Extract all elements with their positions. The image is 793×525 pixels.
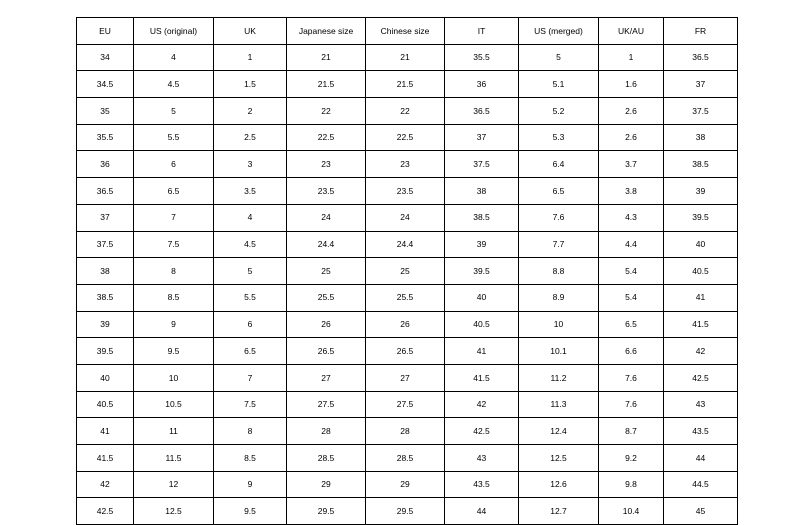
table-cell: 39 [664, 178, 738, 205]
table-cell: 40.5 [77, 391, 134, 418]
table-row [77, 151, 738, 178]
table-cell: 6 [214, 311, 287, 338]
table-cell: 42 [77, 471, 134, 498]
table-cell: 38 [445, 178, 519, 205]
table-cell: 38 [664, 124, 738, 151]
table-cell: 42 [664, 338, 738, 365]
table-cell: 26.5 [287, 338, 366, 365]
table-cell: 37.5 [445, 151, 519, 178]
table-cell: 12.6 [519, 471, 599, 498]
table-cell: 7.5 [134, 231, 214, 258]
table-row [77, 98, 738, 125]
table-cell: 5.5 [214, 284, 287, 311]
table-cell: 29 [287, 471, 366, 498]
table-cell: 25.5 [287, 284, 366, 311]
table-cell: 8.5 [134, 284, 214, 311]
table-cell: 36.5 [445, 98, 519, 125]
table-cell: 35 [77, 98, 134, 125]
table-cell: 1 [599, 44, 664, 71]
table-cell: 39.5 [77, 338, 134, 365]
table-cell: 41 [664, 284, 738, 311]
table-cell: 26.5 [366, 338, 445, 365]
table-cell: 1.6 [599, 71, 664, 98]
table-body [77, 44, 738, 524]
table-cell: 24.4 [287, 231, 366, 258]
table-cell: 21.5 [287, 71, 366, 98]
table-cell: 38.5 [445, 204, 519, 231]
table-cell: 41 [77, 418, 134, 445]
table-cell: 5.4 [599, 258, 664, 285]
table-cell: 37.5 [77, 231, 134, 258]
table-cell: 3.8 [599, 178, 664, 205]
table-cell: 4.4 [599, 231, 664, 258]
table-cell: 43 [664, 391, 738, 418]
table-cell: 7 [134, 204, 214, 231]
table-cell: 12.5 [134, 498, 214, 525]
table-cell: 22.5 [366, 124, 445, 151]
table-cell: 23 [287, 151, 366, 178]
size-conversion-table [76, 17, 738, 525]
table-cell: 10 [134, 364, 214, 391]
table-cell: 27 [366, 364, 445, 391]
column-header: FR [664, 18, 738, 45]
table-cell: 23.5 [366, 178, 445, 205]
table-cell: 24 [287, 204, 366, 231]
table-cell: 5 [134, 98, 214, 125]
table-cell: 9.5 [134, 338, 214, 365]
table-cell: 12.7 [519, 498, 599, 525]
table-row [77, 418, 738, 445]
table-cell: 3.5 [214, 178, 287, 205]
table-cell: 42 [445, 391, 519, 418]
table-row [77, 44, 738, 71]
column-header: UK [214, 18, 287, 45]
table-cell: 28.5 [287, 445, 366, 472]
table-header [77, 18, 738, 45]
table-cell: 7.6 [599, 364, 664, 391]
table-header-row [77, 18, 738, 45]
table-cell: 43.5 [445, 471, 519, 498]
table-cell: 8.8 [519, 258, 599, 285]
table-cell: 41 [445, 338, 519, 365]
table-row [77, 311, 738, 338]
table-cell: 21.5 [366, 71, 445, 98]
table-cell: 40.5 [664, 258, 738, 285]
table-cell: 29.5 [366, 498, 445, 525]
table-cell: 2.5 [214, 124, 287, 151]
table-cell: 7.7 [519, 231, 599, 258]
table-row [77, 178, 738, 205]
table-cell: 6.5 [214, 338, 287, 365]
table-cell: 34.5 [77, 71, 134, 98]
table-cell: 37 [445, 124, 519, 151]
column-header: Japanese size [287, 18, 366, 45]
table-cell: 25 [366, 258, 445, 285]
table-cell: 21 [287, 44, 366, 71]
table-cell: 35.5 [445, 44, 519, 71]
table-cell: 40 [77, 364, 134, 391]
table-cell: 36 [77, 151, 134, 178]
table-cell: 39.5 [664, 204, 738, 231]
table-cell: 4.3 [599, 204, 664, 231]
table-cell: 8 [214, 418, 287, 445]
table-cell: 9.2 [599, 445, 664, 472]
table-cell: 9.8 [599, 471, 664, 498]
table-cell: 5.3 [519, 124, 599, 151]
table-cell: 22 [287, 98, 366, 125]
table-cell: 41.5 [77, 445, 134, 472]
table-row [77, 258, 738, 285]
table-cell: 22.5 [287, 124, 366, 151]
table-cell: 38.5 [77, 284, 134, 311]
table-cell: 36 [445, 71, 519, 98]
table-cell: 6.4 [519, 151, 599, 178]
table-cell: 5.1 [519, 71, 599, 98]
table-cell: 40 [445, 284, 519, 311]
table-cell: 5 [214, 258, 287, 285]
column-header: US (merged) [519, 18, 599, 45]
table-cell: 28.5 [366, 445, 445, 472]
table-cell: 39 [77, 311, 134, 338]
table-cell: 3 [214, 151, 287, 178]
table-cell: 6.5 [134, 178, 214, 205]
table-cell: 21 [366, 44, 445, 71]
table-cell: 40.5 [445, 311, 519, 338]
table-cell: 35.5 [77, 124, 134, 151]
table-cell: 34 [77, 44, 134, 71]
table-cell: 44 [664, 445, 738, 472]
table-cell: 39.5 [445, 258, 519, 285]
table-cell: 45 [664, 498, 738, 525]
table-cell: 7.6 [599, 391, 664, 418]
table-cell: 37 [77, 204, 134, 231]
table-cell: 27.5 [287, 391, 366, 418]
table-cell: 24 [366, 204, 445, 231]
table-row [77, 231, 738, 258]
table-row [77, 471, 738, 498]
table-row [77, 391, 738, 418]
table-cell: 36.5 [664, 44, 738, 71]
table-cell: 25.5 [366, 284, 445, 311]
table-cell: 40 [664, 231, 738, 258]
table-cell: 27.5 [366, 391, 445, 418]
table-cell: 28 [366, 418, 445, 445]
table-row [77, 71, 738, 98]
table-cell: 44 [445, 498, 519, 525]
table-cell: 42.5 [77, 498, 134, 525]
table-cell: 27 [287, 364, 366, 391]
table-cell: 8.7 [599, 418, 664, 445]
table-cell: 22 [366, 98, 445, 125]
table-cell: 28 [287, 418, 366, 445]
table-cell: 6.5 [599, 311, 664, 338]
column-header: EU [77, 18, 134, 45]
table-cell: 7 [214, 364, 287, 391]
table-cell: 5.4 [599, 284, 664, 311]
table-cell: 26 [287, 311, 366, 338]
table-cell: 1.5 [214, 71, 287, 98]
table-cell: 29 [366, 471, 445, 498]
table-cell: 43.5 [664, 418, 738, 445]
table-cell: 6.6 [599, 338, 664, 365]
table-cell: 5.2 [519, 98, 599, 125]
table-cell: 4 [214, 204, 287, 231]
table-cell: 44.5 [664, 471, 738, 498]
table-cell: 26 [366, 311, 445, 338]
table-row [77, 445, 738, 472]
table-cell: 36.5 [77, 178, 134, 205]
column-header: US (original) [134, 18, 214, 45]
table-cell: 10.1 [519, 338, 599, 365]
table-cell: 2.6 [599, 124, 664, 151]
table-cell: 11.5 [134, 445, 214, 472]
table-cell: 11.3 [519, 391, 599, 418]
table-row [77, 338, 738, 365]
column-header: Chinese size [366, 18, 445, 45]
table-cell: 10 [519, 311, 599, 338]
table-cell: 23.5 [287, 178, 366, 205]
column-header: IT [445, 18, 519, 45]
table-cell: 10.5 [134, 391, 214, 418]
table-cell: 3.7 [599, 151, 664, 178]
table-cell: 6.5 [519, 178, 599, 205]
table-cell: 2.6 [599, 98, 664, 125]
table-cell: 39 [445, 231, 519, 258]
table-cell: 8 [134, 258, 214, 285]
table-cell: 1 [214, 44, 287, 71]
table-cell: 7.5 [214, 391, 287, 418]
table-cell: 4.5 [214, 231, 287, 258]
table-cell: 12.5 [519, 445, 599, 472]
table-cell: 25 [287, 258, 366, 285]
table-cell: 37.5 [664, 98, 738, 125]
table-cell: 8.9 [519, 284, 599, 311]
table-cell: 9.5 [214, 498, 287, 525]
table-cell: 2 [214, 98, 287, 125]
table-cell: 43 [445, 445, 519, 472]
table-cell: 29.5 [287, 498, 366, 525]
table-cell: 7.6 [519, 204, 599, 231]
table-cell: 37 [664, 71, 738, 98]
table-row [77, 124, 738, 151]
table-cell: 8.5 [214, 445, 287, 472]
table-cell: 9 [134, 311, 214, 338]
table-cell: 11.2 [519, 364, 599, 391]
table-cell: 11 [134, 418, 214, 445]
table-cell: 41.5 [664, 311, 738, 338]
table-cell: 23 [366, 151, 445, 178]
table-cell: 6 [134, 151, 214, 178]
table-row [77, 204, 738, 231]
table-row [77, 364, 738, 391]
size-conversion-table-container [76, 17, 717, 525]
table-cell: 9 [214, 471, 287, 498]
table-row [77, 498, 738, 525]
table-cell: 42.5 [664, 364, 738, 391]
table-cell: 12 [134, 471, 214, 498]
table-cell: 5.5 [134, 124, 214, 151]
table-cell: 4.5 [134, 71, 214, 98]
table-cell: 5 [519, 44, 599, 71]
table-cell: 12.4 [519, 418, 599, 445]
column-header: UK/AU [599, 18, 664, 45]
table-row [77, 284, 738, 311]
table-cell: 38 [77, 258, 134, 285]
table-cell: 4 [134, 44, 214, 71]
table-cell: 41.5 [445, 364, 519, 391]
table-cell: 42.5 [445, 418, 519, 445]
table-cell: 38.5 [664, 151, 738, 178]
table-cell: 10.4 [599, 498, 664, 525]
table-cell: 24.4 [366, 231, 445, 258]
